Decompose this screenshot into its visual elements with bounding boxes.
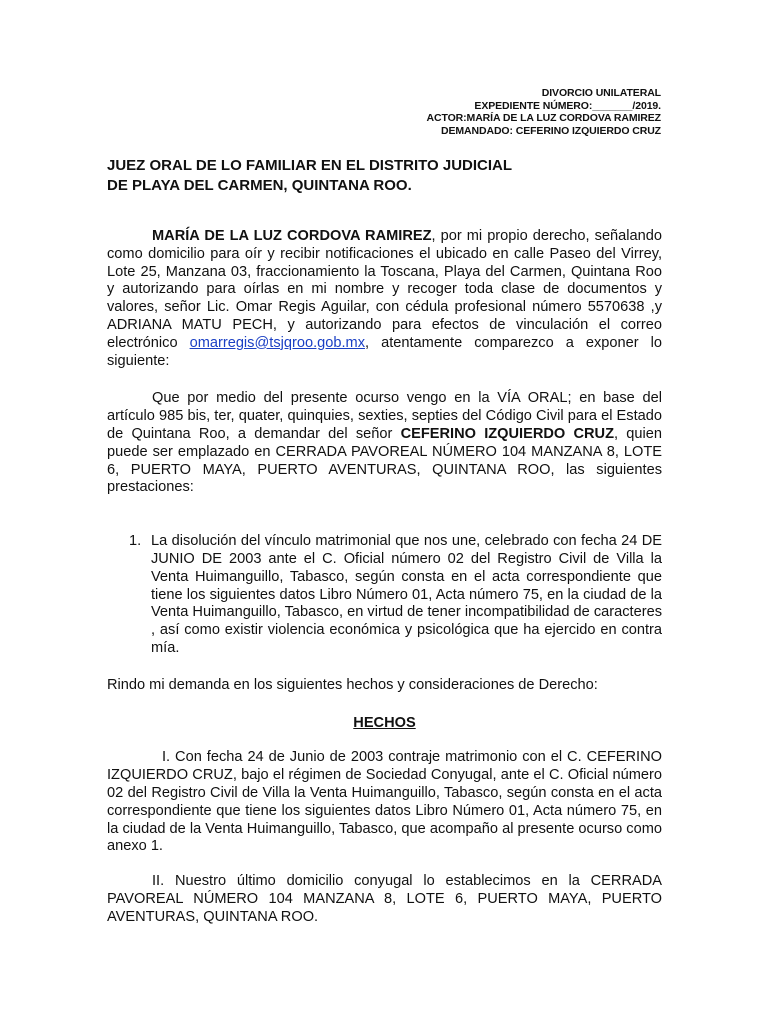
case-number: EXPEDIENTE NÚMERO:_______/2019. xyxy=(474,99,661,112)
claim-paragraph xyxy=(107,390,662,497)
prestaciones-list xyxy=(107,533,662,658)
intro-text-a: , por mi propio derecho, señalando como domicilio para oír y recibir notificaciones el ubicado en calle Paseo del Virrey, Lote 25, Manzana 03, fraccionamiento la Toscana, Playa del Carmen, Quintana Roo y autorizando para oírlas en mi nombre y recoger toda clase de documentos y valores, señor Lic. Omar Regis Aguilar, con cédula profesional número 5570638 ,y ADRIANA MATU PECH, y autorizando para efectos de vinculación el correo electrónico xyxy=(107,228,662,351)
case-caption xyxy=(427,87,661,137)
list-item-text: La disolución del vínculo matrimonial que nos une, celebrado con fecha 24 DE JUNIO DE 2003 ante el C. Oficial número 02 del Registro Civil de Villa la Venta Huimanguillo, Tabasco, según consta en el acta correspondiente que tiene los siguientes datos Libro Número 01, Acta número 75, en la ciudad de la Venta Huimanguillo, Tabasco, en virtud de tener incompatibilidad de caracteres , así como existir violencia económica y psicológica que ha ejercido en contra mía. xyxy=(151,533,662,656)
court-line-2: DE PLAYA DEL CARMEN, QUINTANA ROO. xyxy=(107,177,412,194)
claim-text-b: , quien puede ser emplazado en CERRADA PAVOREAL NÚMERO 104 MANZANA 8, LOTE 6, PUERTO MAYA, PUERTO AVENTURAS, QUINTANA ROO, las siguientes prestaciones: xyxy=(107,425,662,496)
document-body xyxy=(107,228,662,927)
plaintiff-name: MARÍA DE LA LUZ CORDOVA RAMIREZ xyxy=(152,228,432,244)
hechos-heading: HECHOS xyxy=(353,714,416,731)
case-actor: ACTOR:MARÍA DE LA LUZ CORDOVA RAMIREZ xyxy=(426,112,661,124)
claim-text-a: Que por medio del presente ocurso vengo en la VÍA ORAL; en base del artículo 985 bis, ter, quater, quinquies, sexties, septies del Código Civil para el Estado de Quintana Roo, a demandar del señor xyxy=(107,390,662,442)
case-type: DIVORCIO UNILATERAL xyxy=(541,87,661,99)
defendant-name: CEFERINO IZQUIERDO CRUZ xyxy=(400,425,615,442)
list-item-number: 1. xyxy=(129,533,142,550)
intro-paragraph xyxy=(107,228,662,370)
case-defendant: DEMANDADO: CEFERINO IZQUIERDO CRUZ xyxy=(440,124,661,137)
rindo-paragraph: Rindo mi demanda en los siguientes hechos y consideraciones de Derecho: xyxy=(107,676,598,693)
list-item xyxy=(107,533,662,658)
hecho-1-paragraph: I. Con fecha 24 de Junio de 2003 contraje matrimonio con el C. CEFERINO IZQUIERDO CRUZ, bajo el régimen de Sociedad Conyugal, ante el C. Oficial número 02 del Registro Civil de Villa la Venta Huimanguillo, Tabasco, según consta en el acta correspondiente que tiene los siguientes datos Libro Número 01, Acta número 75, en la ciudad de la Venta Huimanguillo, Tabasco, que acompaño al presente ocurso como anexo 1. xyxy=(107,749,662,855)
court-addressee xyxy=(107,156,512,196)
hecho-2-paragraph: II. Nuestro último domicilio conyugal lo establecimos en la CERRADA PAVOREAL NÚMERO 104 MANZANA 8, LOTE 6, PUERTO MAYA, PUERTO AVENTURAS, QUINTANA ROO. xyxy=(107,873,662,925)
email-link[interactable]: omarregis@tsjqroo.gob.mx xyxy=(189,334,366,351)
court-line-1: JUEZ ORAL DE LO FAMILIAR EN EL DISTRITO JUDICIAL xyxy=(107,157,513,174)
intro-text-b: , atentamente comparezco a exponer lo siguiente: xyxy=(107,334,662,369)
